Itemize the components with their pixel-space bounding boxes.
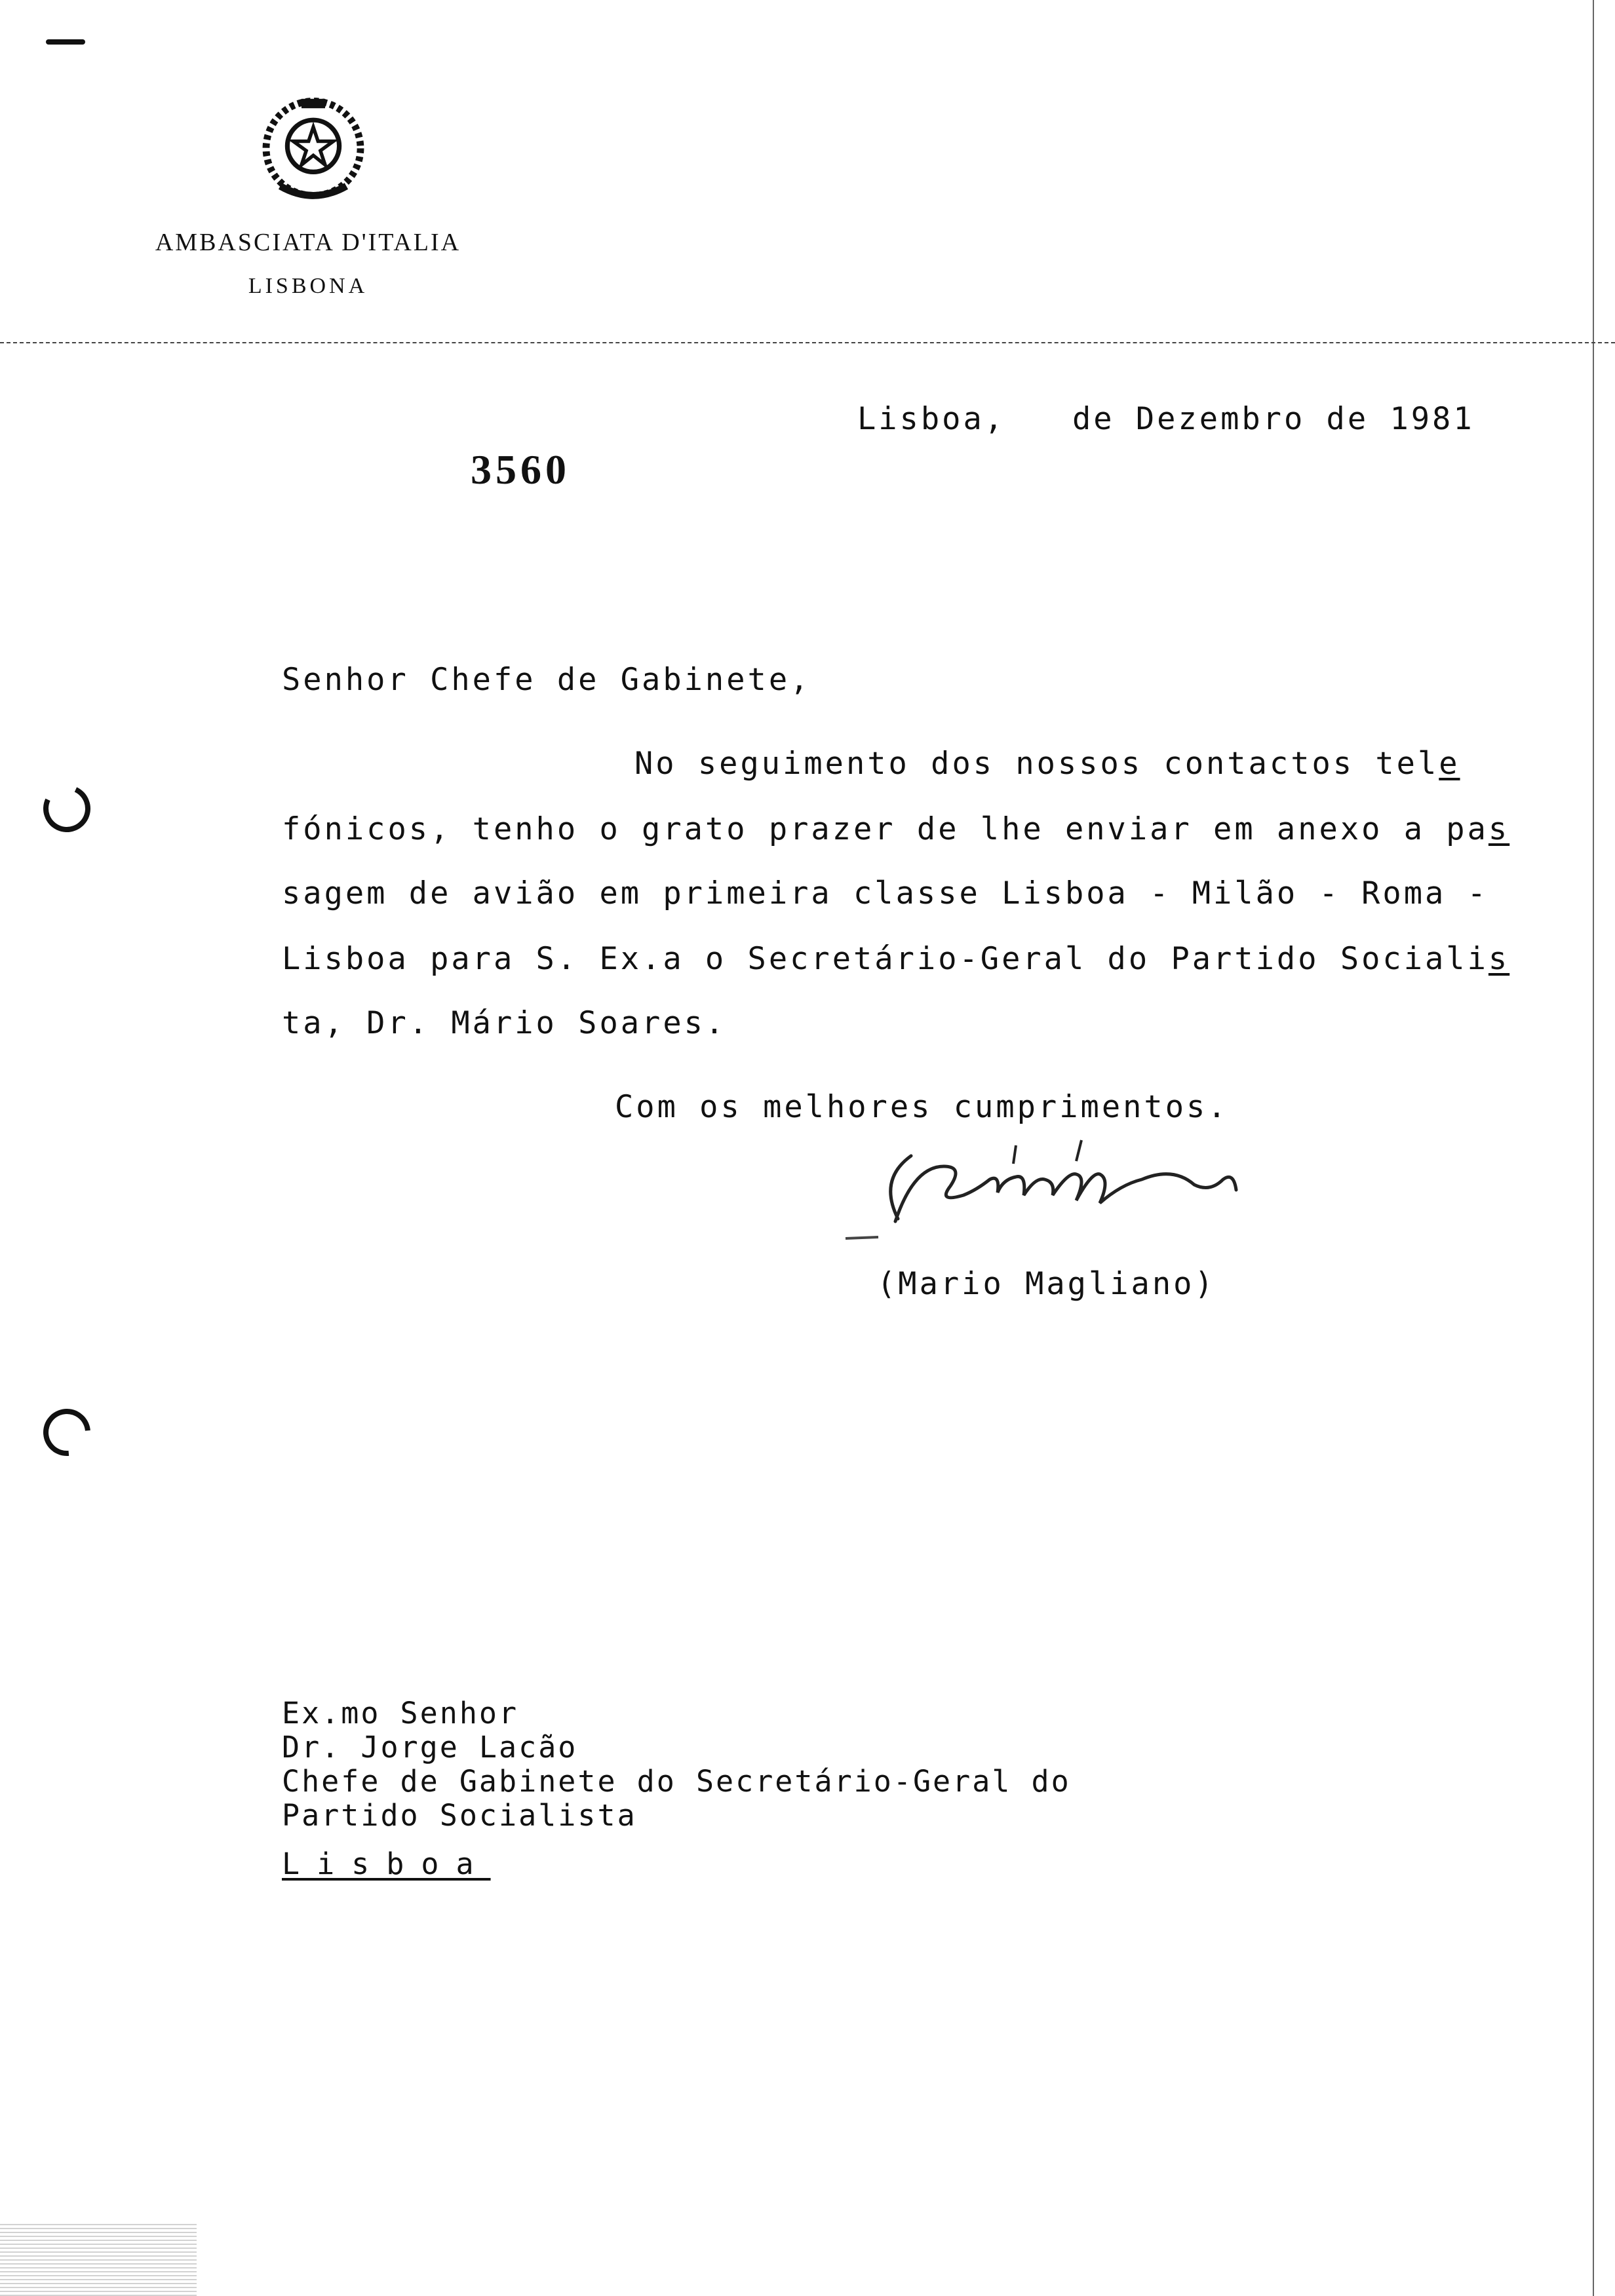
body-line-4: [282, 941, 1509, 977]
page-edge-line: [1593, 0, 1594, 2296]
letterhead-institution: AMBASCIATA D'ITALIA: [155, 229, 461, 256]
signatory-name: (Mario Magliano): [877, 1266, 1216, 1302]
body-line-4-text: Lisboa para S. Ex.a o Secretário-Geral do Partido Sociali: [282, 941, 1489, 977]
letter-date: de Dezembro de 1981: [1072, 401, 1475, 437]
hyphen-mark: s: [1488, 941, 1510, 977]
body-line-1: [634, 746, 1460, 782]
closing: Com os melhores cumprimentos.: [615, 1089, 1229, 1125]
body-line-2: [282, 811, 1509, 847]
italian-emblem-icon: [254, 92, 372, 210]
handwritten-signature: [819, 1127, 1317, 1258]
header-divider: [0, 342, 1615, 343]
letterhead-city: LISBONA: [248, 274, 368, 298]
hyphen-mark: e: [1439, 746, 1460, 782]
scan-noise: [0, 2221, 197, 2296]
date-place: Lisboa,: [857, 401, 1006, 437]
hyphen-mark: s: [1488, 811, 1510, 847]
salutation: Senhor Chefe de Gabinete,: [282, 662, 811, 698]
scan-mark: [46, 39, 85, 45]
body-line-1-text: No seguimento dos nossos contactos tel: [634, 746, 1439, 782]
address-city: Lisboa: [282, 1846, 491, 1881]
address-recipient: Dr. Jorge Lacão: [282, 1730, 578, 1765]
body-line-5: ta, Dr. Mário Soares.: [282, 1005, 727, 1041]
punch-hole: [37, 778, 97, 839]
body-line-3: sagem de avião em primeira classe Lisboa - Milão - Roma -: [282, 875, 1489, 911]
body-line-2-text: fónicos, tenho o grato prazer de lhe enviar em anexo a pa: [282, 811, 1489, 847]
reference-number: 3560: [471, 446, 570, 493]
address-organization: Partido Socialista: [282, 1798, 637, 1833]
punch-hole: [33, 1399, 100, 1465]
address-salutation: Ex.mo Senhor: [282, 1696, 519, 1731]
address-title: Chefe de Gabinete do Secretário-Geral do: [282, 1764, 1071, 1799]
